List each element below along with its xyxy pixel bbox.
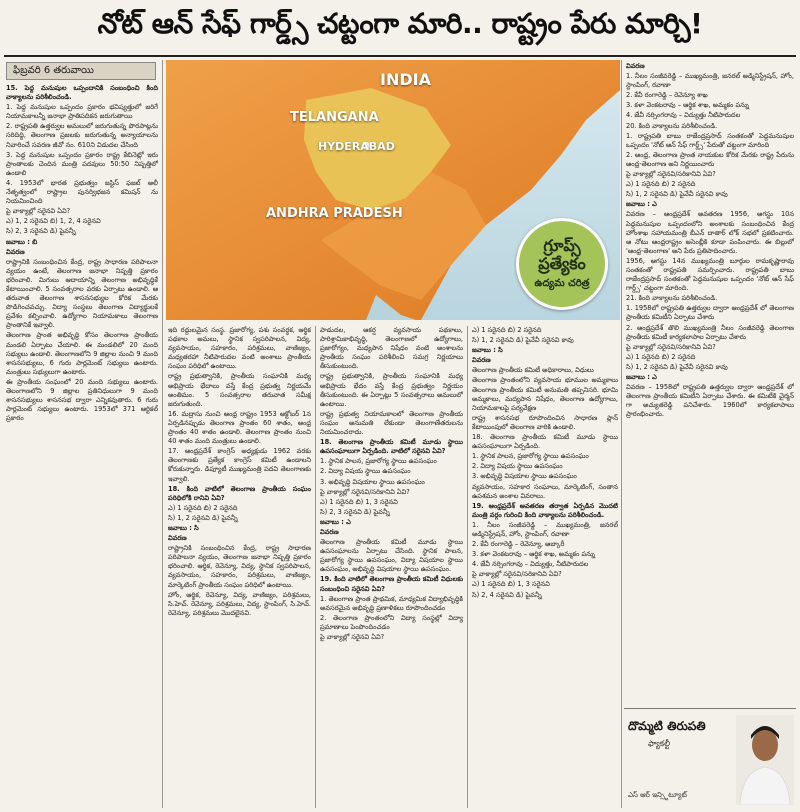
article-paragraph: జవాబు : ఎ [320, 517, 351, 526]
article-paragraph: 19. కింది వాటిలో తెలంగాణ ప్రాంతీయ కమిటీ విధులకు సంబంధించి సరైనవి ఏవి? [320, 575, 463, 593]
article-paragraph: 2. విద్యా విషయ స్థాయి ఉపసంఘం [472, 462, 563, 471]
article-paragraph: 3. కళా వెంకటరావు – ఆర్థిక శాఖ, అమ్మకం పన్ను [472, 550, 596, 559]
article-paragraph: పై వాక్యాల్లో సరైనవి ఏవి? [6, 207, 71, 216]
article-paragraph: 1. నీలం సంజీవరెడ్డి – ముఖ్యమంత్రి, జనరల్ అడ్మినిస్ట్రేషన్, హోం, స్టాంపింగ్, రవాణా [626, 72, 794, 90]
column-divider [621, 60, 622, 808]
article-paragraph: వివరణ – 1958లో రాష్ట్రపతి ఉత్తర్వుల ద్వారా ఆంధ్రప్రదేశ్ లో తెలంగాణ ప్రాంతీయ కమిటీని ఏర్పాటు చేశారు. ఈ కమిటీకి చైర్మన్ గా అచ్యుతరెడ్డి పనిచేశారు. 1960లో కార్యకలాపాలు ప్రారంభించారు. [626, 383, 794, 419]
article-paragraph: 15. పెద్ద మనుషుల ఒప్పందానికి సంబంధించి కింది వాక్యాలను పరిశీలించండి. [6, 84, 158, 102]
article-paragraph: హోం, ఆర్థిక, రెవెన్యూ, విద్య, వాణిజ్యం, పరిశ్రమలు, సి.హెచ్. రెవెన్యూ, పరిశ్రమలు, విద్య, స్టాంపింగ్, సి.హెచ్. రెవెన్యూ, పరిశ్రమలు మొదలైనవి. [168, 590, 311, 617]
article-paragraph: రాష్ట్రానికి సంబంధించిన కేంద్ర, రాష్ట్ర సాధారణ పరిపాలనా వ్యయం, తెలంగాణ జనాభా నిష్పత్తి ప్రకారం భరించాలి. ఆర్థిక, రెవెన్యూ, విద్య, స్థానిక స్వపరిపాలన, వ్యవసాయం, సహకారం, పరిశ్రమలు, వాణిజ్యం, మార్కెటింగ్ ప్రాంతీయ సంఘం పరిధిలో ఉంటాయి. [168, 544, 311, 589]
groups-special-badge [516, 218, 608, 310]
article-paragraph: 2. ఆంధ్ర, తెలంగాణ ప్రాంత నాయకుల కోరిక మేరకు రాష్ట్ర పేరును ఆంధ్ర-తెలంగాణ అని నిర్ణయించారు [626, 150, 794, 168]
article-paragraph: సి) 1, 2 సరైనవి డి) పైవేవీ సరైనవి కావు [626, 362, 728, 371]
article-paragraph: జవాబు : ఎ [626, 200, 657, 209]
article-paragraph: సి) 1, 2 సరైనవి డి) పైవేవీ సరైనవి కావు [472, 336, 574, 345]
author-photo [736, 715, 794, 805]
column-divider [315, 326, 316, 808]
article-paragraph: 2. కేవీ రంగారెడ్డి – రెవెన్యూ, ఆబ్కారీ [472, 540, 565, 549]
article-paragraph: ఎ) 1 సరైనది బి) 1, 3 సరైనవి [320, 497, 398, 506]
badge-line3: ఉద్యమ చరిత్ర [534, 278, 590, 289]
article-paragraph: 2. కేవీ రంగారెడ్డి – రెవెన్యూ శాఖ [626, 91, 708, 100]
article-paragraph: వ్యవసాయం, సహకార సంఘాలు, మార్కెటింగ్, సంతాన ఉపశమన అంశాల వివరాలు. [472, 482, 618, 500]
article-paragraph: 4. 1953లో భారత ప్రభుత్వం జస్టిస్ ఫజల్ అలీ నేతృత్వంలో రాష్ట్రాల పునర్విభజన కమిషన్ ను నియమించింది [6, 178, 158, 206]
article-paragraph: 18. తెలంగాణ ప్రాంతీయ కమిటీ మూడు స్థాయి ఉపసంఘాలుగా ఏర్పడింది. [472, 433, 618, 451]
article-paragraph: 3. అభివృద్ధి విషయాల స్థాయి ఉపసంఘం [472, 472, 577, 481]
article-paragraph: 1956, ఆగస్టు 14న ముఖ్యమంత్రి బూర్గుల రామకృష్ణారావు సంతకంతో రాష్ట్రపతి సమర్పించారు. రాష్ట్రపతి బాబు రాజేంద్రప్రసాద్ సంతకంతో పెద్దమనుషుల ఒప్పందం 'నోట్ ఆన్ సేఫ్ గార్డ్స్' చట్టంగా మారింది. [626, 256, 794, 293]
article-paragraph: పై వాక్యాల్లో సరైనవి ఏవి? [320, 633, 385, 641]
map-label-india: INDIA [380, 70, 431, 89]
article-paragraph: 16. మద్రాసు నుంచి ఆంధ్ర రాష్ట్రం 1953 అక్టోబర్ 1న ఏర్పడినప్పుడు తెలంగాణ ప్రాంతం 60 శాతం, ఆంధ్ర ప్రాంతం 40 శాతం ఉండాలి. తెలంగాణ ప్రాంతం నుంచి 40 శాతం మంది మంత్రులు ఉండాలి. [168, 409, 311, 446]
article-paragraph: వివరణ [6, 247, 25, 256]
article-paragraph: వివరణ [472, 356, 491, 365]
article-paragraph: పై వాక్యాల్లో సరైనవి/సరికానివి ఏవి? [472, 570, 562, 579]
article-column-2 [168, 326, 311, 808]
article-paragraph: రాష్ట్ర ప్రభుత్వానికి, ప్రాంతీయ సంఘానికి మధ్య అభిప్రాయ భేదాలు వస్తే కేంద్ర ప్రభుత్వ నిర్ణయమే అంతిమం. 5 సంవత్సరాల తరువాత సమీక్ష జరుగుతుంది. [168, 372, 311, 408]
map-label-andhra-pradesh: ANDHRA PRADESH [266, 206, 403, 221]
article-column-3 [320, 326, 463, 808]
article-paragraph: 3. పెద్ద మనుషుల ఒప్పందం ప్రకారం రాష్ట్ర కేబినెట్లో ఇరు ప్రాంతాలకు చెందిన మంత్రి పదవులు 50:50 నిష్పత్తిలో ఉండాలి [6, 150, 158, 177]
column-divider [467, 326, 468, 808]
article-paragraph: జవాబు : సి [168, 523, 199, 532]
article-paragraph: తెలంగాణ ప్రాంతీయ కమిటీ మూడు స్థాయి ఉపసంఘాలను ఏర్పాటు చేసింది. స్థానిక పాలన, ప్రజారోగ్య స్థాయి ఉపసంఘం, విద్యా విషయాల స్థాయి ఉపసంఘం, అభివృద్ధి విషయాల స్థాయి ఉపసంఘం. [320, 538, 463, 574]
article-paragraph: పై వాక్యాల్లో సరైనవి/సరికానివి ఏవి? [626, 170, 716, 179]
article-paragraph: 1. నీలం సంజీవరెడ్డి – ముఖ్యమంత్రి, జనరల్ అడ్మినిస్ట్రేషన్, హోం, స్టాంపింగ్, రవాణా [472, 520, 618, 538]
article-paragraph: తెలంగాణ ప్రాంతంలోని వ్యవసాయ భూముల అమ్మకాలు తెలంగాణ ప్రాంతీయ కమిటీ అనుమతి తప్పనిసరి. భూమి అమ్మకాలు, మద్యపాన నిషేధం, తెలంగాణ ఉద్యోగాలు, నియామకాలపై పర్యవేక్షణ [472, 376, 618, 412]
badge-line1: గ్రూప్స్ [543, 236, 581, 255]
article-paragraph: సి) 2, 3 సరైనవి డి) పైవన్నీ [320, 507, 390, 516]
article-paragraph: ఎ) 1 సరైనది బి) 1, 3 సరైనవి [472, 580, 550, 589]
map-label-telangana: TELANGANA [290, 110, 379, 125]
article-paragraph: 3. కళా వెంకటరావు – ఆర్థిక శాఖ, అమ్మకం పన్ను [626, 101, 750, 110]
article-paragraph: 1. రాష్ట్రపతి బాబు రాజేంద్రప్రసాద్ సంతకంతో పెద్దమనుషుల ఒప్పందం 'నోట్ ఆన్ సేఫ్ గార్డ్స్' పేరుతో చట్టంగా మారింది [626, 131, 794, 149]
column-divider [162, 60, 163, 808]
article-paragraph: 2. ఆంధ్రప్రదేశ్ తొలి ముఖ్యమంత్రి నీలం సంజీవరెడ్డి తెలంగాణ ప్రాంతీయ కమిటీ కార్యకలాపాల ఏర్పాటు చేశారు [626, 323, 794, 341]
article-paragraph: రాష్ట్రానికి సంబంధించిన కేంద్ర, రాష్ట్ర సాధారణ పరిపాలనా వ్యయం ఉంటే, తెలంగాణ జనాభా నిష్పత్తి ప్రకారం భరించాలి. మిగులు ఆదాయాన్ని తెలంగాణ అభివృద్ధికే కేటాయించాలి. 5 సంవత్సరాల వరకు ఏర్పాటు ఉండాలి. ఆ తరువాత తెలంగాణ శాసనసభ్యుల కోరిక మేరకు పొడిగించవచ్చు. విద్యా సంస్థలు తెలంగాణ విద్యార్థులకే ప్రవేశం కల్పించాలి. ఉద్యోగాల నియామకాలు తెలంగాణ ప్రాంతానికే ఇవ్వాలి. [6, 257, 158, 330]
article-paragraph: 21. కింది వాక్యాలను పరిశీలించండి. [626, 294, 718, 303]
article-column-4 [472, 326, 618, 808]
article-paragraph: 2. తెలంగాణ ప్రాంతంలోని విద్యా సంస్థల్లో విద్యా ప్రమాణాలు పెంపొందించడం [320, 613, 463, 631]
article-paragraph: జవాబు : బి [6, 237, 38, 246]
article-paragraph: వివరణ [320, 527, 339, 536]
article-paragraph: ఎ) 1 సరైనది బి) 2 సరైనది [472, 326, 542, 334]
article-paragraph: 19. ఆంధ్రప్రదేశ్ అవతరణ తర్వాత ఏర్పడిన మొదటి మంత్రి వర్గం గురించి కింది వాక్యాలను పరిశీలించండి. [472, 501, 618, 519]
author-box [624, 708, 796, 808]
article-paragraph: సి) 2, 3 సరైనవి డి) పైవన్నీ [6, 227, 76, 236]
author-role: ఫ్యాకల్టీ [648, 739, 670, 748]
article-paragraph: తెలంగాణ ప్రాంతీయ కమిటీ అధికారాలు, విధులు [472, 366, 594, 375]
article-paragraph: సి) 1, 2 సరైనవి డి) పైవన్నీ [168, 513, 238, 522]
article-paragraph: జవాబు : ఎ [626, 373, 657, 381]
article-paragraph: రాష్ట్ర ప్రభుత్వ నియామకాలలో తెలంగాణ ప్రాంతీయ సంఘం అనుమతి లేకుండా తెలంగాణేతరులను నియమించరాదు. [320, 409, 463, 437]
article-paragraph: 18. కింది వాటిలో తెలంగాణ ప్రాంతీయ సంఘం పరిధిలోకి రానివి ఏవి? [168, 484, 311, 502]
author-portrait-illustration [736, 715, 794, 805]
article-paragraph: ఎ) 1 సరైనది బి) 2 సరైనది [626, 180, 696, 189]
badge-line2: ప్రత్యేకం [538, 254, 586, 273]
article-paragraph: 17. ఆంధ్రప్రదేశ్ కాంగ్రెస్ అధ్యక్షుడు 1962 వరకు తెలంగాణకు ప్రత్యేక కాంగ్రెస్ కమిటీ ఉండాలని కోరుకున్నారు. డిప్యూటీ ముఖ్యమంత్రి పదవి తెలంగాణకు ఇవ్వాలి. [168, 447, 311, 483]
article-paragraph: 2. విద్యా విషయ స్థాయి ఉపసంఘం [320, 467, 411, 476]
article-paragraph: 20. కింది వాక్యాలను పరిశీలించండి. [626, 121, 718, 130]
article-paragraph: వివరణ [168, 534, 187, 543]
date-label: ఫిబ్రవరి 6 తరువాయి [6, 62, 156, 80]
author-title: ఎస్ ఆర్ ఇన్స్టిట్యూట్ [628, 791, 687, 799]
article-paragraph: 1. స్థానిక పాలన, ప్రజారోగ్య స్థాయి ఉపసంఘం [472, 452, 589, 461]
article-paragraph: 4. జేవీ నర్సింగరావు – విద్యుత్తు నీటిపారుదల [626, 111, 741, 120]
article-column-5 [626, 62, 794, 704]
article-paragraph: పై వాక్యాల్లో సరైనవి/సరికానివి ఏవి? [320, 487, 410, 496]
article-paragraph: 1. తెలంగాణ ప్రాంత ప్రాథమిక, మాధ్యమిక విద్యాభివృద్ధికి అవసరమైన అభివృద్ధి ప్రణాళికలు రూపొందించడం [320, 594, 463, 612]
article-paragraph: పై వాక్యాల్లో సరైనవి/సరికానివి ఏవి? [626, 342, 716, 351]
article-paragraph: ఎ) 1, 2 సరైనవి బి) 1, 2, 4 సరైనవి [6, 217, 101, 226]
article-paragraph: ఈ ప్రాంతీయ సంఘంలో 20 మంది సభ్యులు ఉంటారు. తెలంగాణలోని 9 జిల్లాల ప్రతినిధులుగా 9 మంది శాసనసభ్యులు శాసనసభ ద్వారా ఎన్నికవుతారు. 6 గురు పార్లమెంట్ సభ్యులు ఉంటారు. 1953లో 371 ఆర్టికల్ ప్రకారం [6, 377, 158, 423]
article-paragraph: ఇది రద్దులమైన సంస్థ. ప్రజారోగ్య, పశు సంవర్ధక, ఆర్థిక పథకాల అమలు, స్థానిక స్వపరిపాలన, విద్య, వ్యవసాయం, సహకారం, పరిశ్రమలు, వాణిజ్యం, మధ్యతరహా నీటిపారుదల వంటి అంశాలు ప్రాంతీయ సంఘం పరిధిలో ఉంటాయి. [168, 326, 311, 371]
article-paragraph: సి) 2, 4 సరైనవి డి) పైవన్నీ [472, 590, 542, 599]
article-paragraph: జవాబు : సి [472, 346, 503, 355]
article-paragraph: 18. తెలంగాణ ప్రాంతీయ కమిటీ మూడు స్థాయి ఉపసంఘాలుగా ఏర్పడింది. వాటిలో సరైనవి ఏవి? [320, 438, 463, 456]
article-paragraph: ఎ) 1 సరైనది బి) 2 సరైనది [168, 503, 238, 512]
article-paragraph: 2. రాష్ట్రపతి ఉత్తర్వుల అమలులో జరుగుతున్న పొరపాట్లను సరిదిద్ది, తెలంగాణ ప్రజలకు జరుగుతున్న అన్యాయాలను నివారించే సవరణ జీవో నం. 610ని విడుదల చేసింది [6, 122, 158, 149]
article-paragraph: 4. జేవీ నర్సింగరావు – విద్యుత్తు, నీటిపారుదల [472, 560, 589, 569]
article-paragraph: వివరణ [626, 62, 645, 70]
article-column-1 [6, 84, 158, 808]
article-paragraph: వివరణ – ఆంధ్రప్రదేశ్ అవతరణ 1956, ఆగస్టు 10న పెద్దమనుషుల ఒప్పందంలోని అంశాలకు సంబంధించిన కేంద్ర హోంశాఖ సహాయమంత్రి బీఎన్ దాతార్ లోక్ సభలో ప్రకటించారు. ఆ నోటు ఆంధ్రరాష్ట్రం అసెంబ్లీకి కూడా పంపించారు. ఈ బిల్లులో 'ఆంధ్ర-తెలంగాణ' అని పేరు ప్రతిపాదించారు. [626, 210, 794, 255]
article-paragraph: పాడుదల, ఆకర్ష వ్యవసాయ పథకాలు, పారిశ్రామికాభివృద్ధి, తెలంగాణలో ఉద్యోగాలు, ప్రజారోగ్యం, మధ్యపాన నిషేధం వంటి అంశాలను ప్రాంతీయ సంఘం పరిశీలించి సమగ్ర నిర్ణయాలు తీసుకుంటుంది. [320, 326, 463, 371]
article-paragraph: ఎ) 1 సరైనది బి) 2 సరైనది [626, 352, 696, 361]
article-paragraph: రాష్ట్ర ప్రభుత్వానికి, ప్రాంతీయ సంఘానికి మధ్య అభిప్రాయ భేదం వస్తే కేంద్ర ప్రభుత్వం నిర్ణయం తీసుకుంటుంది. ఈ ఏర్పాట్లు 5 సంవత్సరాలు అమలులో ఉంటాయి. [320, 372, 463, 408]
article-paragraph: 3. అభివృద్ధి విషయాల స్థాయి ఉపసంఘం [320, 477, 425, 486]
author-name: దొమ్మటి తిరుపతి [628, 719, 706, 733]
article-paragraph: రాష్ట్ర శాసనసభ రూపొందించిన సాధారణ ప్లాన్ కేటాయింపులో తెలంగాణ వారికి ఉండాలి. [472, 413, 618, 431]
article-paragraph: సి) 1, 2 సరైనవి డి) పైవేవీ సరైనవి కావు [626, 190, 728, 199]
article-paragraph: 1. స్థానిక పాలన, ప్రజారోగ్య స్థాయి ఉపసంఘం [320, 457, 437, 466]
headline: నోట్ ఆన్ సేఫ్ గార్డ్స్ చట్టంగా మారి.. రాష్ట్రం పేరు మార్చి! [97, 7, 703, 40]
article-paragraph: 1. 1958లో రాష్ట్రపతి ఉత్తర్వుల ద్వారా ఆంధ్రప్రదేశ్ లో తెలంగాణ ప్రాంతీయ కమిటీని ఏర్పాటు చేశారు [626, 304, 794, 322]
article-paragraph: తెలంగాణ ప్రాంత అభివృద్ధి కోసం తెలంగాణ ప్రాంతీయ మండలి ఏర్పాటు చేయాలి. ఈ మండలిలో 20 మంది సభ్యులు ఉండాలి. తెలంగాణలోని 9 జిల్లాల నుంచి 9 మంది శాసనసభ్యులు, 6 గురు పార్లమెంట్ సభ్యులు ఉంటారు. మంత్రులు సభ్యులుగా ఉంటారు. [6, 331, 158, 376]
article-paragraph: 1. పెద్ద మనుషుల ఒప్పందం ప్రకారం భవిష్యత్తులో జరిగే నియామకాలన్నీ జనాభా ప్రాతిపదికన జరుగుతాయి [6, 103, 158, 121]
headline-rule [4, 55, 796, 57]
map-label-hyderabad: HYDERABAD [318, 140, 395, 153]
